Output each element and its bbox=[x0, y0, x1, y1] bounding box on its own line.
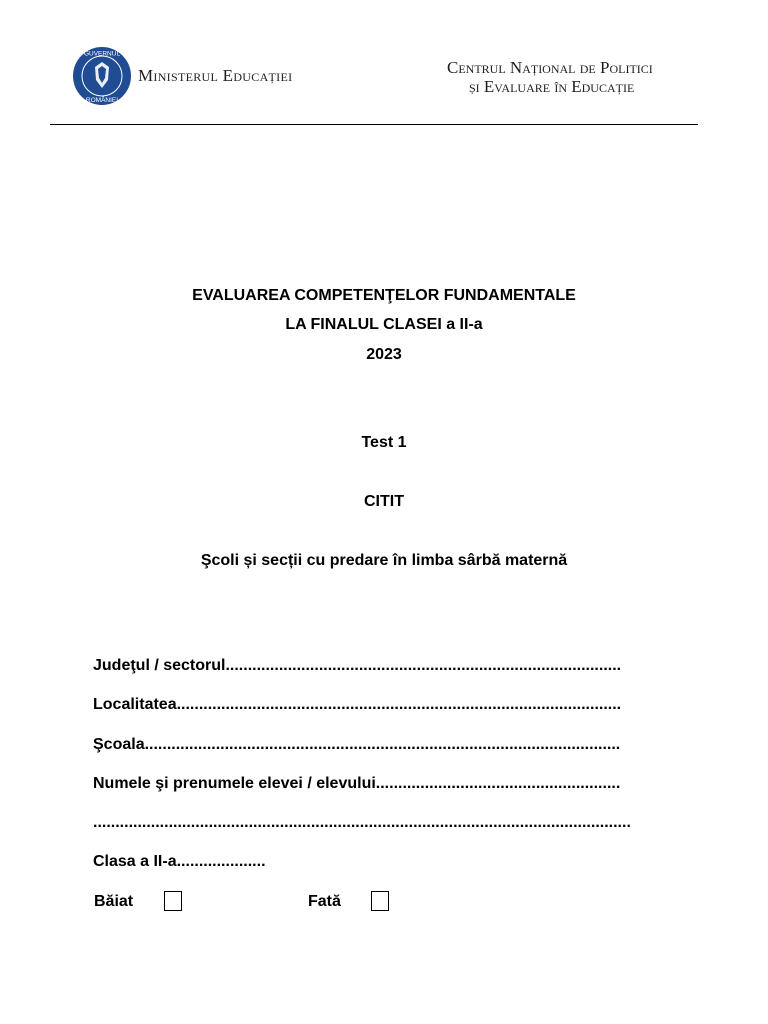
title-line2: LA FINALUL CLASEI a II-a bbox=[285, 316, 483, 333]
center-name-line1: Centrul Național de Politici bbox=[447, 58, 653, 77]
county-field[interactable]: Judeţul / sectorul......................................................................................... bbox=[93, 657, 622, 674]
test-schools: Şcoli și secții cu predare în limba sârbă maternă bbox=[200, 552, 568, 569]
locality-field[interactable]: Localitatea.................................................................................................... bbox=[93, 696, 622, 713]
girl-checkbox[interactable] bbox=[371, 891, 389, 911]
class-field[interactable]: Clasa a II-a.................... bbox=[93, 853, 266, 870]
ministry-name: Ministerul Educației bbox=[138, 66, 293, 85]
center-name-line2: și Evaluare în Educație bbox=[469, 77, 635, 96]
girl-label: Fată bbox=[308, 893, 341, 910]
boy-checkbox[interactable] bbox=[164, 891, 182, 911]
test-name: Test 1 bbox=[361, 434, 407, 451]
evaluation-center-header bbox=[447, 58, 653, 96]
seal-text-bottom: ROMÂNIEI bbox=[85, 97, 119, 104]
header-divider bbox=[50, 124, 698, 125]
student-name-continuation[interactable]: ......................................................................................................................... bbox=[93, 814, 631, 831]
ministry-seal-icon bbox=[72, 46, 132, 106]
seal-text-top: GUVERNUL bbox=[83, 50, 121, 58]
boy-label: Băiat bbox=[94, 893, 134, 910]
school-field[interactable]: Şcoala........................................................................................................... bbox=[93, 736, 621, 753]
student-name-field[interactable]: Numele şi prenumele elevei / elevului....................................................... bbox=[93, 775, 621, 792]
ministry-header bbox=[72, 46, 292, 106]
title-year: 2023 bbox=[366, 346, 402, 363]
test-subject: CITIT bbox=[364, 493, 404, 510]
title-line1: EVALUAREA COMPETENŢELOR FUNDAMENTALE bbox=[192, 287, 576, 304]
